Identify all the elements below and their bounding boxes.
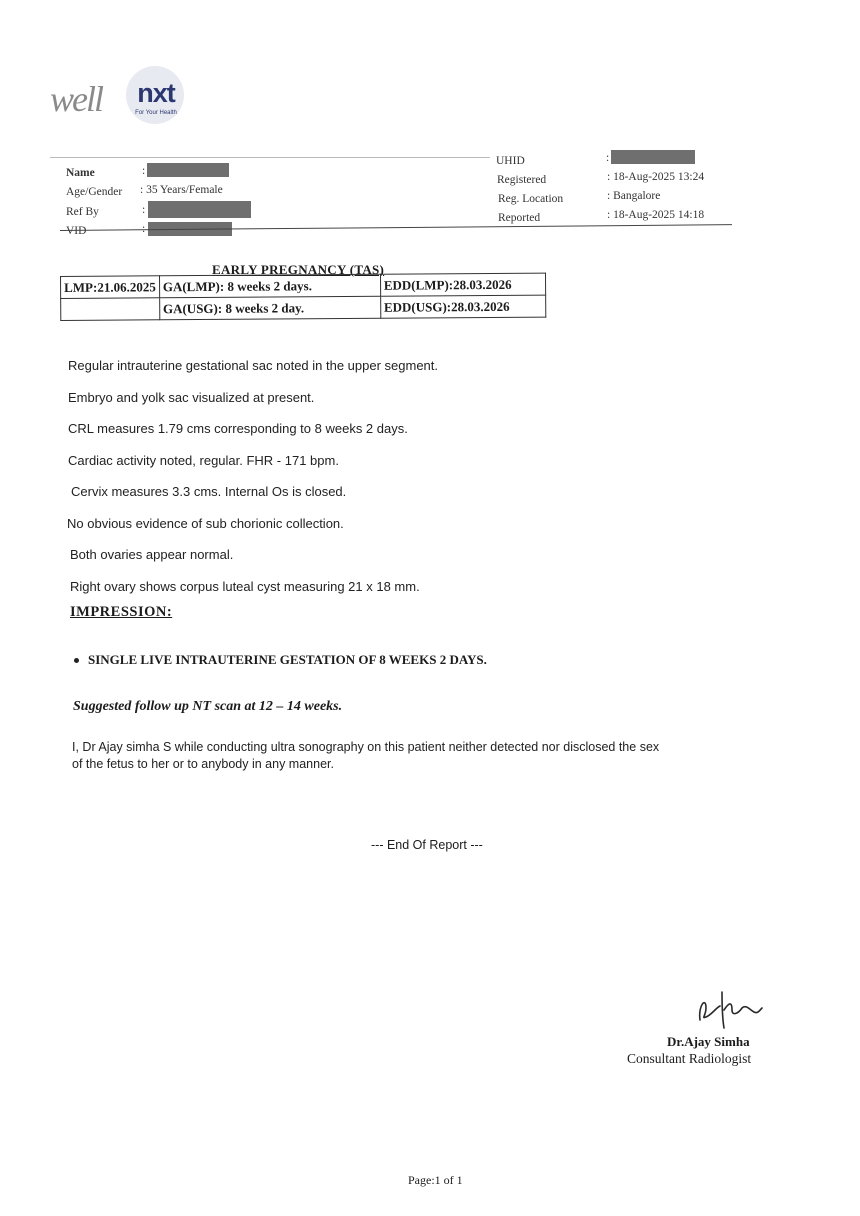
doctor-name: Dr.Ajay Simha [667, 1034, 750, 1049]
ga-lmp-cell: GA(LMP): 8 weeks 2 days. [159, 274, 380, 298]
logo-word-well: well [50, 79, 102, 119]
ref-label: Ref By [66, 206, 99, 218]
impression-text: SINGLE LIVE INTRAUTERINE GESTATION OF 8 WEEKS 2 DAYS. [88, 652, 487, 667]
name-sep: : [142, 165, 146, 177]
wellnxt-logo [50, 64, 190, 126]
location-value: : Bangalore [607, 190, 661, 202]
signature-scribble [692, 986, 764, 1032]
edd-lmp-cell: EDD(LMP):28.03.2026 [380, 273, 545, 296]
logo-tagline: For Your Health [135, 110, 177, 116]
registered-value: : 18-Aug-2025 13:24 [607, 171, 705, 183]
vid-label: VID [66, 225, 87, 237]
finding-line: Cervix measures 3.3 cms. Internal Os is closed. [71, 484, 347, 499]
finding-line: Right ovary shows corpus luteal cyst measuring 21 x 18 mm. [70, 579, 420, 594]
report-title: EARLY PREGNANCY (TAS) [212, 262, 385, 277]
empty-cell [61, 298, 160, 321]
finding-line: Cardiac activity noted, regular. FHR - 171 bpm. [68, 453, 339, 468]
registered-label: Registered [497, 174, 547, 186]
age-value: : 35 Years/Female [140, 184, 223, 196]
uhid-sep: : [606, 152, 610, 164]
ref-redaction [148, 201, 251, 218]
page-number: Page:1 of 1 [408, 1173, 463, 1187]
uhid-redaction [611, 150, 695, 164]
declaration-line-2: of the fetus to her or to anybody in any manner. [72, 757, 334, 771]
header-top-rule [50, 157, 490, 158]
table-row [61, 295, 546, 320]
declaration-line-1: I, Dr Ajay simha S while conducting ultra sonography on this patient neither detected nor disclosed the sex [72, 740, 660, 754]
finding-line: Embryo and yolk sac visualized at present. [68, 390, 315, 405]
name-label: Name [66, 167, 95, 179]
edd-usg-cell: EDD(USG):28.03.2026 [380, 295, 545, 318]
end-of-report: --- End Of Report --- [371, 838, 483, 852]
location-label: Reg. Location [498, 193, 564, 205]
bullet-icon [74, 658, 79, 663]
impression-item [74, 652, 487, 668]
finding-line: Regular intrauterine gestational sac noted in the upper segment. [68, 358, 439, 373]
finding-line: Both ovaries appear normal. [70, 547, 234, 562]
age-label: Age/Gender [66, 186, 123, 198]
name-redaction [147, 163, 229, 177]
finding-line: CRL measures 1.79 cms corresponding to 8 weeks 2 days. [68, 421, 408, 436]
reported-label: Reported [498, 212, 541, 224]
ga-usg-cell: GA(USG): 8 weeks 2 day. [159, 296, 380, 320]
reported-value: : 18-Aug-2025 14:18 [607, 209, 705, 221]
lmp-cell: LMP:21.06.2025 [61, 276, 160, 299]
finding-line: No obvious evidence of sub chorionic collection. [67, 516, 344, 531]
gestation-table [60, 273, 546, 321]
logo-word-nxt: nxt [137, 78, 175, 108]
doctor-designation: Consultant Radiologist [627, 1051, 752, 1066]
ref-sep: : [142, 204, 146, 216]
followup-note: Suggested follow up NT scan at 12 – 14 weeks. [73, 699, 343, 714]
impression-heading: IMPRESSION: [70, 604, 173, 620]
uhid-label: UHID [496, 155, 525, 167]
